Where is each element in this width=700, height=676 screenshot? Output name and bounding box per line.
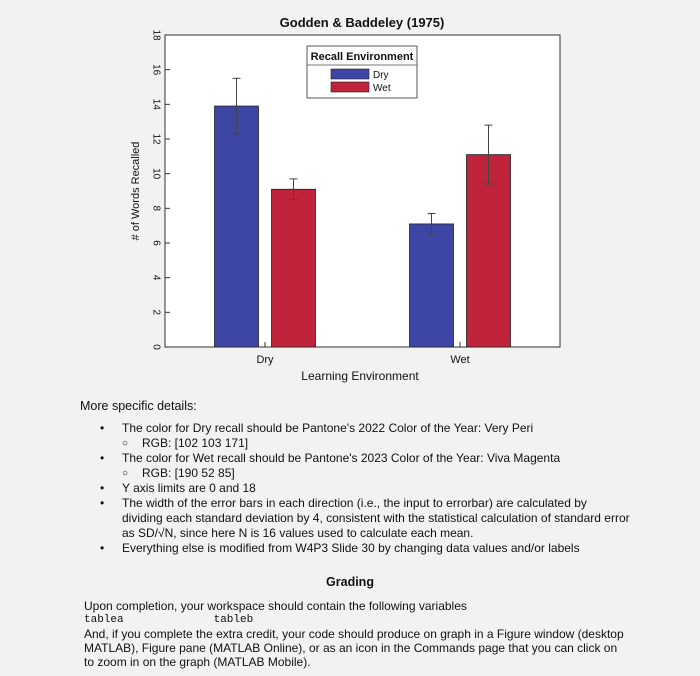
legend-label-wet: Wet <box>373 83 391 94</box>
y-tick-label: 2 <box>150 309 162 316</box>
y-tick-label: 6 <box>150 240 162 246</box>
legend <box>307 46 417 98</box>
y-tick-label: 8 <box>150 205 162 212</box>
extra-credit-text: And, if you complete the extra credit, your code should produce on graph in a Figure window (desktop MATLAB), Figure pane (MATLAB Online), or as an icon in the Commands page that you can click on to zoom in on the graph (MATLAB Mobile). <box>84 627 624 669</box>
variable-a: tablea <box>84 614 124 626</box>
bullet-text: Y axis limits are 0 and 18 <box>122 481 256 495</box>
x-axis-label: Learning Environment <box>301 369 419 383</box>
completion-paragraph <box>84 599 624 669</box>
legend-swatch-wet <box>331 82 369 92</box>
y-tick-label: 14 <box>150 98 162 110</box>
variable-names <box>84 613 624 627</box>
y-tick-label: 12 <box>150 133 162 145</box>
details-list <box>0 421 700 556</box>
variable-b: tableb <box>213 614 254 626</box>
bullet-icon: • <box>100 421 105 435</box>
sub-item <box>122 436 630 451</box>
bar-dry-wet <box>410 224 454 347</box>
bar-dry-dry <box>215 106 259 347</box>
chart-title: Godden & Baddeley (1975) <box>279 15 445 30</box>
list-item <box>0 541 700 556</box>
details-heading: More specific details: <box>80 399 197 413</box>
y-tick-label: 0 <box>150 344 162 350</box>
bullet-icon: • <box>100 451 105 465</box>
bullet-text: The color for Wet recall should be Pantone's 2023 Color of the Year: Viva Magenta <box>122 451 561 465</box>
bullet-text: The width of the error bars in each direction (i.e., the input to errorbar) are calculated by dividing each standard deviation by 4, consistent with the statistical calculation of standard error as SD/√N, since here N is 16 values used to calculate each mean. <box>122 496 630 540</box>
list-item <box>0 481 700 496</box>
completion-line: Upon completion, your workspace should contain the following variables <box>84 599 467 613</box>
sub-item-text: RGB: [102 103 171] <box>142 436 249 450</box>
x-tick-label: Wet <box>450 354 470 366</box>
list-item <box>0 496 700 541</box>
bullet-text: Everything else is modified from W4P3 Slide 30 by changing data values and/or labels <box>122 541 580 555</box>
list-item <box>0 421 700 451</box>
ring-bullet-icon: ○ <box>122 438 129 449</box>
list-item <box>0 451 700 481</box>
x-tick-label: Dry <box>256 354 274 366</box>
y-axis-label: # of Words Recalled <box>130 141 142 241</box>
sub-item-text: RGB: [190 52 85] <box>142 466 235 480</box>
sub-item <box>122 466 630 481</box>
y-tick-label: 16 <box>150 64 162 76</box>
y-tick-label: 18 <box>150 29 162 41</box>
y-tick-label: 10 <box>150 168 162 180</box>
bullet-icon: • <box>100 481 105 495</box>
grading-heading: Grading <box>326 575 374 589</box>
bullet-icon: • <box>100 541 105 555</box>
legend-swatch-dry <box>331 69 369 79</box>
legend-label-dry: Dry <box>373 70 389 81</box>
ring-bullet-icon: ○ <box>122 468 129 479</box>
bullet-icon: • <box>100 496 105 510</box>
legend-title: Recall Environment <box>310 51 414 63</box>
bullet-text: The color for Dry recall should be Pantone's 2022 Color of the Year: Very Peri <box>122 421 534 435</box>
bar-wet-dry <box>272 189 316 347</box>
y-tick-label: 4 <box>150 274 162 281</box>
